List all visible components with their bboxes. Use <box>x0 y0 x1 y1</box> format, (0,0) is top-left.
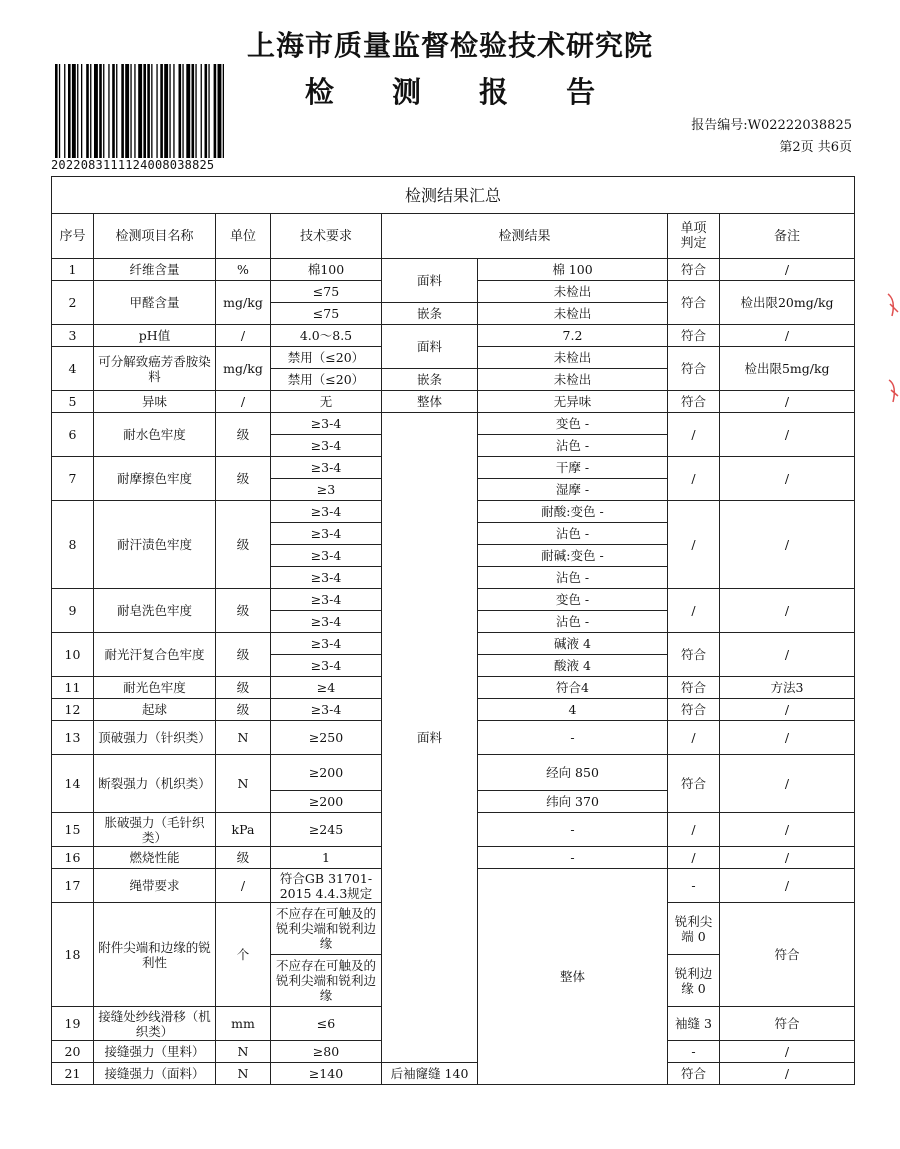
cell-result: 沾色 - <box>478 611 668 633</box>
barcode-bar <box>160 64 163 158</box>
barcode-bar <box>59 64 60 158</box>
cell-result: 纬向 370 <box>478 791 668 813</box>
cell-requirement: ≥3-4 <box>271 655 382 677</box>
cell-result: 变色 - <box>478 589 668 611</box>
cell-verdict: 符合 <box>668 391 720 413</box>
cell-requirement: ≥4 <box>271 677 382 699</box>
header-unit: 单位 <box>216 214 271 259</box>
barcode-bar <box>179 64 182 158</box>
cell-item-name: 甲醛含量 <box>94 281 216 325</box>
cell-result: - <box>668 869 720 903</box>
cell-requirement: 棉100 <box>271 259 382 281</box>
cell-result: 符合4 <box>478 677 668 699</box>
cell-requirement: 不应存在可触及的锐利尖端和锐利边缘 <box>271 955 382 1007</box>
cell-unit: kPa <box>216 813 271 847</box>
cell-item-name: 可分解致癌芳香胺染料 <box>94 347 216 391</box>
cell-item-name: 耐皂洗色牢度 <box>94 589 216 633</box>
barcode-bar <box>218 64 222 158</box>
cell-note: / <box>720 325 855 347</box>
cell-unit: 级 <box>216 677 271 699</box>
cell-unit: / <box>216 325 271 347</box>
cell-requirement: ≥3-4 <box>271 699 382 721</box>
cell-note: 检出限20mg/kg <box>720 281 855 325</box>
barcode-bar <box>208 64 209 158</box>
cell-requirement: ≥3-4 <box>271 545 382 567</box>
table-row <box>52 259 855 281</box>
cell-item-name: 耐光色牢度 <box>94 677 216 699</box>
barcode-bar <box>201 64 202 158</box>
barcode-bar <box>121 64 124 158</box>
cell-seq: 8 <box>52 501 94 589</box>
cell-requirement: ≥245 <box>271 813 382 847</box>
cell-seq: 1 <box>52 259 94 281</box>
cell-note: 检出限5mg/kg <box>720 347 855 391</box>
cell-requirement: 4.0～8.5 <box>271 325 382 347</box>
cell-verdict: 符合 <box>668 1063 720 1085</box>
cell-result: 未检出 <box>478 347 668 369</box>
barcode-bar <box>134 64 135 158</box>
cell-unit: N <box>216 1041 271 1063</box>
cell-requirement: ≥3-4 <box>271 413 382 435</box>
cell-item-name: 耐摩擦色牢度 <box>94 457 216 501</box>
barcode-bar <box>112 64 115 158</box>
cell-result: 锐利边缘 0 <box>668 955 720 1007</box>
results-table <box>51 176 855 1085</box>
cell-verdict: 符合 <box>668 259 720 281</box>
cell-result: 湿摩 - <box>478 479 668 501</box>
cell-seq: 14 <box>52 755 94 813</box>
cell-result: 7.2 <box>478 325 668 347</box>
barcode-image <box>55 64 225 158</box>
cell-unit: N <box>216 1063 271 1085</box>
table-header-row <box>52 214 855 259</box>
cell-unit: 级 <box>216 847 271 869</box>
cell-unit: / <box>216 869 271 903</box>
cell-unit: / <box>216 391 271 413</box>
cell-note: 方法3 <box>720 677 855 699</box>
barcode-bar <box>64 64 65 158</box>
cell-requirement: 禁用（≤20） <box>271 347 382 369</box>
cell-unit: mg/kg <box>216 281 271 325</box>
cell-result: 袖缝 3 <box>668 1007 720 1041</box>
cell-note: / <box>720 391 855 413</box>
barcode-bar <box>72 64 76 158</box>
cell-result: - <box>478 813 668 847</box>
table-caption: 检测结果汇总 <box>52 177 855 214</box>
cell-item-name: 耐汗渍色牢度 <box>94 501 216 589</box>
table-row <box>52 413 855 435</box>
cell-seq: 2 <box>52 281 94 325</box>
cell-item-name: 耐水色牢度 <box>94 413 216 457</box>
cell-result: 4 <box>478 699 668 721</box>
cell-result: 经向 850 <box>478 755 668 791</box>
report-number: 报告编号:W02222038825 <box>691 118 852 133</box>
barcode-bar <box>186 64 190 158</box>
cell-seq: 4 <box>52 347 94 391</box>
cell-result: 无异味 <box>478 391 668 413</box>
cell-verdict: / <box>668 589 720 633</box>
cell-item-name: 纤维含量 <box>94 259 216 281</box>
cell-requirement: 符合GB 31701-2015 4.4.3规定 <box>271 869 382 903</box>
barcode-bar <box>103 64 104 158</box>
cell-result: 碱液 4 <box>478 633 668 655</box>
cell-seq: 9 <box>52 589 94 633</box>
cell-requirement: 无 <box>271 391 382 413</box>
cell-seq: 21 <box>52 1063 94 1085</box>
cell-unit: mg/kg <box>216 347 271 391</box>
cell-seq: 20 <box>52 1041 94 1063</box>
barcode-bar <box>116 64 117 158</box>
cell-requirement: ≤75 <box>271 281 382 303</box>
cell-verdict: 符合 <box>720 903 855 1007</box>
barcode-bar <box>223 64 224 158</box>
cell-seq: 6 <box>52 413 94 457</box>
cell-requirement: ≤6 <box>271 1007 382 1041</box>
cell-seq: 18 <box>52 903 94 1007</box>
barcode-bar <box>55 64 58 158</box>
barcode-bar <box>143 64 146 158</box>
cell-unit: N <box>216 721 271 755</box>
cell-verdict: / <box>668 721 720 755</box>
cell-note: / <box>720 813 855 847</box>
cell-verdict: / <box>720 1041 855 1063</box>
cell-note: / <box>720 413 855 457</box>
barcode-bar <box>169 64 170 158</box>
cell-requirement: ≥250 <box>271 721 382 755</box>
barcode-bar <box>147 64 150 158</box>
cell-requirement: ≥200 <box>271 755 382 791</box>
cell-verdict: / <box>668 457 720 501</box>
cell-part: 面料 <box>382 325 478 369</box>
barcode-bar <box>164 64 168 158</box>
cell-item-name: 顶破强力（针织类） <box>94 721 216 755</box>
cell-note: / <box>720 589 855 633</box>
cell-requirement: ≥3-4 <box>271 435 382 457</box>
cell-result: 变色 - <box>478 413 668 435</box>
cell-result: - <box>478 847 668 869</box>
barcode-bar <box>151 64 152 158</box>
cell-verdict: 符合 <box>668 347 720 391</box>
cell-result: 耐酸:变色 - <box>478 501 668 523</box>
cell-requirement: ≥80 <box>271 1041 382 1063</box>
cell-part: 整体 <box>382 391 478 413</box>
cell-verdict: / <box>668 413 720 457</box>
cell-seq: 16 <box>52 847 94 869</box>
barcode-bar <box>125 64 129 158</box>
cell-item-name: 接缝强力（面料） <box>94 1063 216 1085</box>
barcode-bar <box>156 64 157 158</box>
barcode-bar <box>195 64 196 158</box>
barcode-bar <box>130 64 131 158</box>
cell-seq: 5 <box>52 391 94 413</box>
barcode-bar <box>182 64 183 158</box>
cell-requirement: 1 <box>271 847 382 869</box>
cell-result: 未检出 <box>478 303 668 325</box>
barcode-bar <box>108 64 109 158</box>
cell-note: / <box>720 1063 855 1085</box>
cell-seq: 15 <box>52 813 94 847</box>
cell-note: / <box>720 457 855 501</box>
barcode-bar <box>81 64 82 158</box>
cell-result: 未检出 <box>478 369 668 391</box>
cell-note: / <box>720 259 855 281</box>
cell-seq: 3 <box>52 325 94 347</box>
cell-unit: 级 <box>216 413 271 457</box>
header-result: 检测结果 <box>382 214 668 259</box>
cell-result: 干摩 - <box>478 457 668 479</box>
barcode-bar <box>68 64 71 158</box>
seal-stamp-fragment <box>886 290 900 420</box>
cell-seq: 19 <box>52 1007 94 1041</box>
cell-verdict: 符合 <box>668 633 720 677</box>
cell-note: / <box>720 755 855 813</box>
cell-seq: 10 <box>52 633 94 677</box>
cell-result: 未检出 <box>478 281 668 303</box>
cell-requirement: ≥3-4 <box>271 457 382 479</box>
header-note: 备注 <box>720 214 855 259</box>
cell-item-name: pH值 <box>94 325 216 347</box>
cell-item-name: 接缝处纱线滑移（机织类） <box>94 1007 216 1041</box>
cell-result: 耐碱:变色 - <box>478 545 668 567</box>
table-caption-row <box>52 177 855 214</box>
org-title: 上海市质量监督检验技术研究院 <box>246 29 653 62</box>
cell-seq: 13 <box>52 721 94 755</box>
header-name: 检测项目名称 <box>94 214 216 259</box>
barcode-bar <box>99 64 102 158</box>
barcode-bar <box>86 64 89 158</box>
barcode-bar <box>192 64 195 158</box>
cell-result: 沾色 - <box>478 567 668 589</box>
cell-unit: N <box>216 755 271 813</box>
cell-unit: 级 <box>216 501 271 589</box>
cell-unit: 级 <box>216 633 271 677</box>
cell-verdict: 符合 <box>668 325 720 347</box>
cell-verdict: / <box>668 847 720 869</box>
table-row <box>52 1063 855 1085</box>
cell-requirement: ≤75 <box>271 303 382 325</box>
cell-requirement: ≥3-4 <box>271 633 382 655</box>
cell-result: 锐利尖端 0 <box>668 903 720 955</box>
barcode-bar <box>214 64 217 158</box>
cell-requirement: ≥200 <box>271 791 382 813</box>
barcode-bar <box>173 64 174 158</box>
cell-part: 整体 <box>478 869 668 1085</box>
table-row <box>52 391 855 413</box>
cell-result: - <box>668 1041 720 1063</box>
cell-seq: 12 <box>52 699 94 721</box>
barcode-number: 2022083111124008038825 <box>51 158 215 172</box>
cell-part: 嵌条 <box>382 303 478 325</box>
cell-requirement: ≥3-4 <box>271 589 382 611</box>
cell-result: 棉 100 <box>478 259 668 281</box>
cell-note: / <box>720 699 855 721</box>
header-requirement: 技术要求 <box>271 214 382 259</box>
cell-item-name: 附件尖端和边缘的锐利性 <box>94 903 216 1007</box>
cell-requirement: ≥3-4 <box>271 501 382 523</box>
cell-result: 沾色 - <box>478 523 668 545</box>
cell-item-name: 断裂强力（机织类） <box>94 755 216 813</box>
cell-unit: mm <box>216 1007 271 1041</box>
cell-requirement: ≥3-4 <box>271 567 382 589</box>
cell-part: 嵌条 <box>382 369 478 391</box>
cell-result: 后袖窿缝 140 <box>382 1063 478 1085</box>
cell-verdict: 符合 <box>668 677 720 699</box>
cell-requirement: 不应存在可触及的锐利尖端和锐利边缘 <box>271 903 382 955</box>
cell-unit: 级 <box>216 589 271 633</box>
cell-verdict: / <box>668 813 720 847</box>
cell-part: 面料 <box>382 413 478 1063</box>
page-info: 第2页 共6页 <box>779 140 852 155</box>
doc-title: 检 测 报 告 <box>304 75 620 109</box>
cell-item-name: 异味 <box>94 391 216 413</box>
cell-unit: % <box>216 259 271 281</box>
cell-verdict: / <box>668 501 720 589</box>
cell-item-name: 绳带要求 <box>94 869 216 903</box>
cell-item-name: 接缝强力（里料） <box>94 1041 216 1063</box>
header-seq: 序号 <box>52 214 94 259</box>
cell-verdict: 符合 <box>668 281 720 325</box>
cell-requirement: ≥3-4 <box>271 611 382 633</box>
cell-item-name: 起球 <box>94 699 216 721</box>
cell-verdict: 符合 <box>720 1007 855 1041</box>
cell-note: / <box>720 633 855 677</box>
cell-verdict: 符合 <box>668 755 720 813</box>
cell-requirement: ≥3 <box>271 479 382 501</box>
cell-unit: 个 <box>216 903 271 1007</box>
cell-requirement: 禁用（≤20） <box>271 369 382 391</box>
cell-unit: 级 <box>216 699 271 721</box>
barcode-bar <box>90 64 91 158</box>
cell-result: 酸液 4 <box>478 655 668 677</box>
barcode-bar <box>94 64 98 158</box>
cell-note: / <box>720 847 855 869</box>
cell-note: / <box>720 501 855 589</box>
cell-seq: 17 <box>52 869 94 903</box>
cell-item-name: 胀破强力（毛针织类） <box>94 813 216 847</box>
barcode-bar <box>138 64 142 158</box>
cell-unit: 级 <box>216 457 271 501</box>
barcode-bar <box>77 64 78 158</box>
table-row <box>52 325 855 347</box>
cell-note: / <box>720 721 855 755</box>
cell-verdict: 符合 <box>668 699 720 721</box>
cell-result: 沾色 - <box>478 435 668 457</box>
cell-requirement: ≥140 <box>271 1063 382 1085</box>
cell-result: - <box>478 721 668 755</box>
barcode-bar <box>205 64 208 158</box>
cell-seq: 7 <box>52 457 94 501</box>
header-verdict: 单项判定 <box>668 214 720 259</box>
cell-part: 面料 <box>382 259 478 303</box>
cell-seq: 11 <box>52 677 94 699</box>
cell-item-name: 耐光汗复合色牢度 <box>94 633 216 677</box>
cell-verdict: / <box>720 869 855 903</box>
cell-requirement: ≥3-4 <box>271 523 382 545</box>
cell-item-name: 燃烧性能 <box>94 847 216 869</box>
